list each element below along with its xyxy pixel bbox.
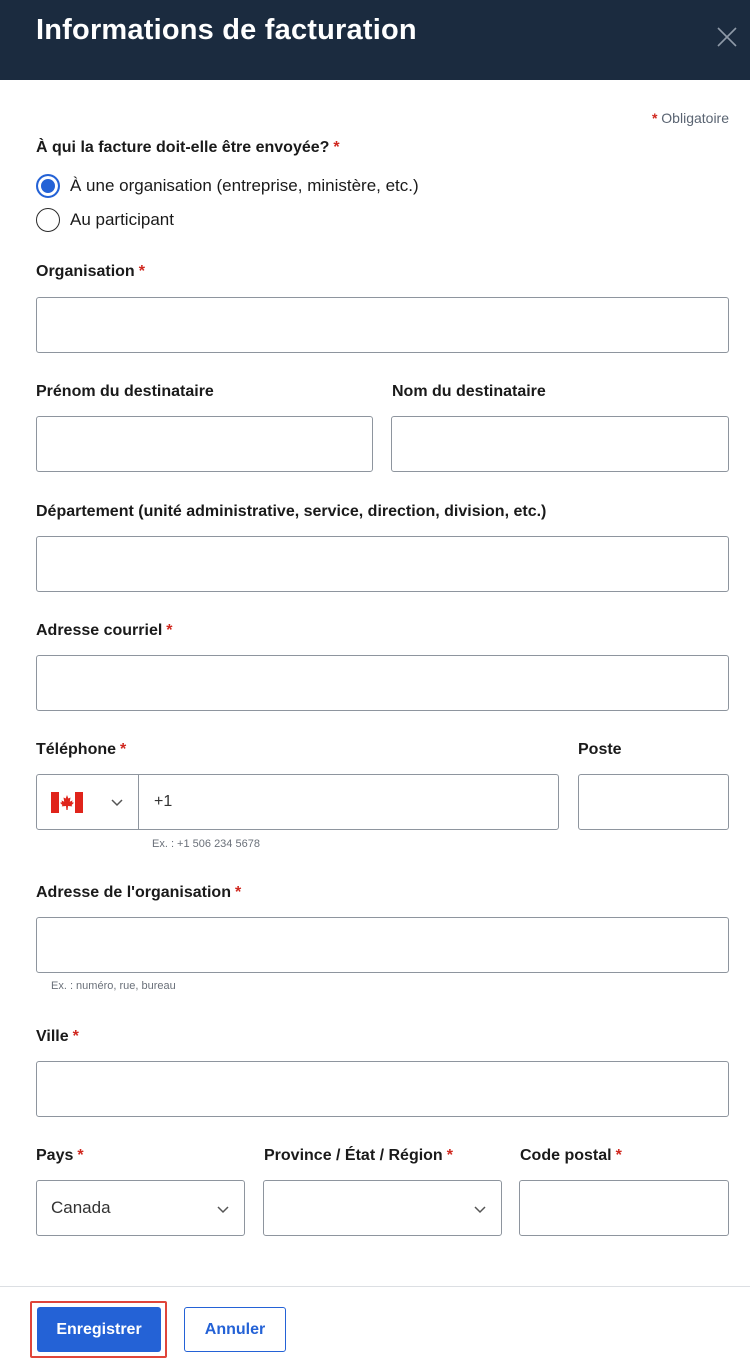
required-star: * <box>138 263 145 280</box>
city-field[interactable] <box>36 1061 729 1117</box>
canada-flag-icon <box>51 792 83 813</box>
last-name-label: Nom du destinataire <box>392 383 546 400</box>
province-select[interactable] <box>263 1180 502 1236</box>
close-icon <box>712 22 742 52</box>
postal-code-label-text: Code postal <box>520 1147 612 1164</box>
recipient-question <box>36 139 340 157</box>
first-name-label: Prénom du destinataire <box>36 383 214 400</box>
postal-code-input[interactable] <box>520 1181 728 1235</box>
close-button[interactable] <box>712 22 742 52</box>
phone-field <box>36 774 559 830</box>
country-label-text: Pays <box>36 1147 74 1164</box>
organisation-label-text: Organisation <box>36 263 135 280</box>
province-label-text: Province / État / Région <box>264 1147 443 1164</box>
required-note <box>652 110 729 126</box>
extension-input[interactable] <box>579 775 728 829</box>
department-label: Département (unité administrative, service, direction, division, etc.) <box>36 503 547 520</box>
phone-label-text: Téléphone <box>36 741 117 758</box>
email-input[interactable] <box>37 656 728 710</box>
phone-input[interactable] <box>140 775 558 829</box>
required-star: * <box>166 622 173 639</box>
chevron-down-icon <box>216 1204 230 1214</box>
cancel-button[interactable]: Annuler <box>184 1307 286 1352</box>
required-star: * <box>333 139 340 156</box>
province-label <box>264 1147 453 1165</box>
country-label <box>36 1147 84 1165</box>
required-note-text: Obligatoire <box>661 110 729 126</box>
radio-option-participant[interactable] <box>36 207 174 233</box>
country-select[interactable] <box>36 1180 245 1236</box>
required-star: * <box>77 1147 84 1164</box>
radio-label: Au participant <box>70 210 174 229</box>
organisation-field[interactable] <box>36 297 729 353</box>
chevron-down-icon <box>110 797 124 807</box>
country-code-dropdown[interactable] <box>37 775 139 829</box>
required-star: * <box>72 1028 79 1045</box>
phone-number-field[interactable] <box>140 775 558 829</box>
org-address-field[interactable] <box>36 917 729 973</box>
org-address-label-text: Adresse de l'organisation <box>36 884 231 901</box>
email-label <box>36 622 173 640</box>
city-input[interactable] <box>37 1062 728 1116</box>
email-label-text: Adresse courriel <box>36 622 163 639</box>
radio-option-organisation[interactable] <box>36 173 419 199</box>
country-selected-value: Canada <box>51 1198 111 1217</box>
postal-code-label <box>520 1147 622 1165</box>
radio-button[interactable] <box>36 208 60 232</box>
extension-field[interactable] <box>578 774 729 830</box>
city-label <box>36 1028 79 1046</box>
org-address-label <box>36 884 241 902</box>
department-input[interactable] <box>37 537 728 591</box>
first-name-field[interactable] <box>36 416 373 472</box>
dialog-title: Informations de facturation <box>36 14 417 46</box>
dialog-header <box>0 0 750 80</box>
phone-label <box>36 741 126 759</box>
organisation-input[interactable] <box>37 298 728 352</box>
last-name-field[interactable] <box>391 416 729 472</box>
extension-label: Poste <box>578 741 622 758</box>
org-address-input[interactable] <box>37 918 728 972</box>
footer-divider <box>0 1286 750 1287</box>
org-address-hint: Ex. : numéro, rue, bureau <box>51 980 176 992</box>
city-label-text: Ville <box>36 1028 69 1045</box>
last-name-input[interactable] <box>392 417 728 471</box>
phone-hint: Ex. : +1 506 234 5678 <box>152 838 260 850</box>
radio-button-selected[interactable] <box>36 174 60 198</box>
radio-label: À une organisation (entreprise, ministère, etc.) <box>70 176 419 195</box>
required-star: * <box>651 110 658 126</box>
required-star: * <box>234 884 242 901</box>
required-star: * <box>446 1147 453 1164</box>
email-field[interactable] <box>36 655 729 711</box>
department-field[interactable] <box>36 536 729 592</box>
required-star: * <box>120 741 127 758</box>
first-name-input[interactable] <box>37 417 372 471</box>
save-button[interactable]: Enregistrer <box>37 1307 161 1352</box>
postal-code-field[interactable] <box>519 1180 729 1236</box>
recipient-question-text: À qui la facture doit-elle être envoyée? <box>36 139 330 156</box>
organisation-label <box>36 263 145 281</box>
chevron-down-icon <box>473 1204 487 1214</box>
required-star: * <box>615 1147 622 1164</box>
